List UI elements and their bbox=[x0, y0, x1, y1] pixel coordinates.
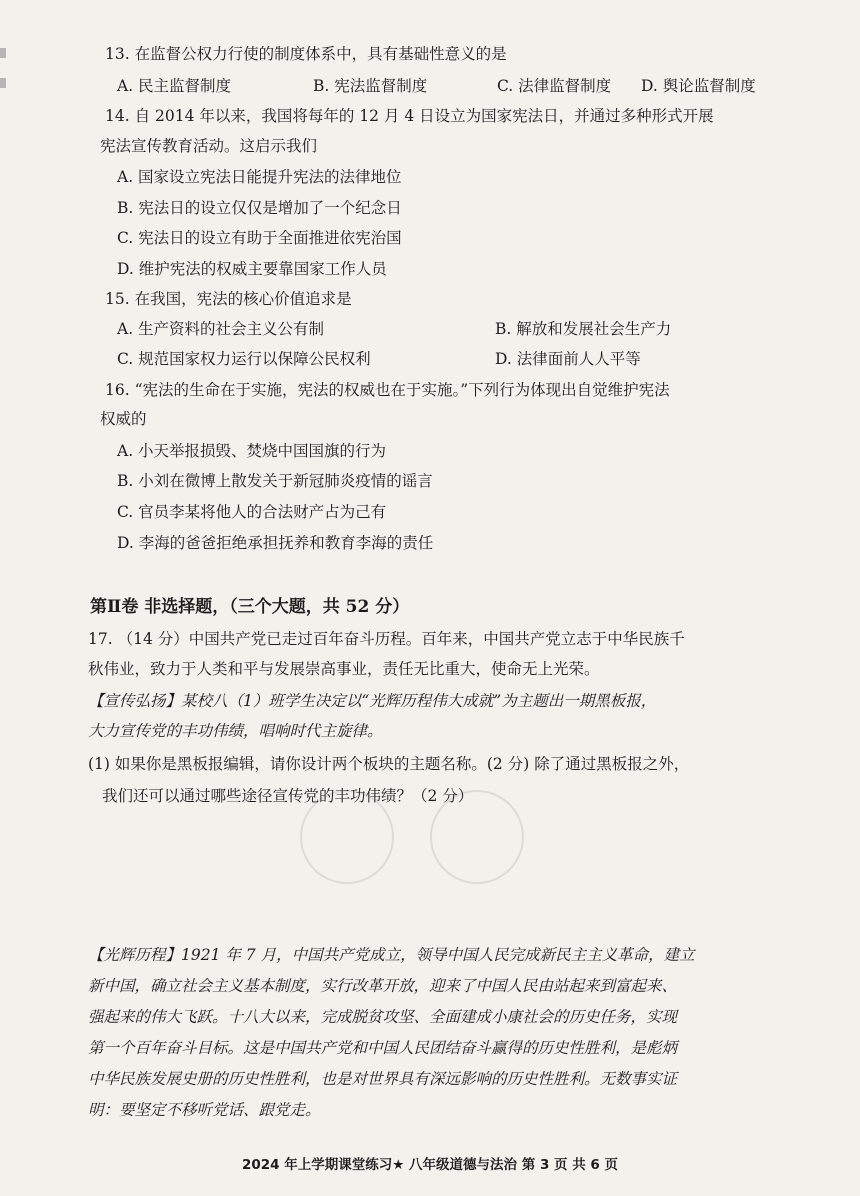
binding-mark bbox=[0, 48, 6, 58]
history-line-4: 第一个百年奋斗目标。这是中国共产党和中国人民团结奋斗赢得的历史性胜利，是彪炳 bbox=[88, 1039, 678, 1057]
q16-stem-line1: 16. “宪法的生命在于实施，宪法的权威也在于实施。”下列行为体现出自觉维护宪法 bbox=[105, 381, 670, 399]
q13-stem: 13. 在监督公权力行使的制度体系中，具有基础性意义的是 bbox=[105, 45, 507, 63]
history-line-6: 明：要坚定不移听党话、跟党走。 bbox=[88, 1101, 321, 1119]
history-line-2: 新中国，确立社会主义基本制度，实行改革开放，迎来了中国人民由站起来到富起来、 bbox=[88, 977, 678, 995]
q17-promo-line2: 大力宣传党的丰功伟绩，唱响时代主旋律。 bbox=[88, 722, 383, 740]
q14-stem-line1: 14. 自 2014 年以来，我国将每年的 12 月 4 日设立为国家宪法日，并通过多种形式开展 bbox=[105, 107, 714, 125]
q17-intro-line2: 秋伟业，致力于人类和平与发展崇高事业，责任无比重大，使命无上光荣。 bbox=[88, 660, 600, 678]
q16-option-c: C. 官员李某将他人的合法财产占为己有 bbox=[117, 503, 387, 521]
q13-option-c: C. 法律监督制度 bbox=[497, 77, 612, 95]
history-line-5: 中华民族发展史册的历史性胜利，也是对世界具有深远影响的历史性胜利。无数事实证 bbox=[88, 1070, 678, 1088]
q17-promo-line1: 【宣传弘扬】某校八（1）班学生决定以“光辉历程伟大成就”为主题出一期黑板报， bbox=[88, 692, 657, 710]
q13-option-a: A. 民主监督制度 bbox=[117, 77, 232, 95]
q16-option-a: A. 小天举报损毁、焚烧中国国旗的行为 bbox=[117, 442, 387, 460]
q13-option-b: B. 宪法监督制度 bbox=[313, 77, 428, 95]
q13-option-d: D. 舆论监督制度 bbox=[641, 77, 756, 95]
q17-sub1-line2: 我们还可以通过哪些途径宣传党的丰功伟绩？（2 分） bbox=[102, 787, 474, 805]
q17-intro-line1: 17. （14 分）中国共产党已走过百年奋斗历程。百年来，中国共产党立志于中华民族千 bbox=[88, 630, 685, 648]
page-footer: 2024 年上学期课堂练习★ 八年级道德与法治 第 3 页 共 6 页 bbox=[241, 1157, 619, 1173]
q15-option-c: C. 规范国家权力运行以保障公民权利 bbox=[117, 350, 371, 368]
history-line-3: 强起来的伟大飞跃。十八大以来，完成脱贫攻坚、全面建成小康社会的历史任务，实现 bbox=[88, 1008, 678, 1026]
q15-option-b: B. 解放和发展社会生产力 bbox=[495, 320, 672, 338]
section-2-heading: 第Ⅱ卷 非选择题，（三个大题，共 52 分） bbox=[90, 597, 410, 617]
q14-option-c: C. 宪法日的设立有助于全面推进依宪治国 bbox=[117, 229, 402, 247]
q14-option-b: B. 宪法日的设立仅仅是增加了一个纪念日 bbox=[117, 199, 402, 217]
q15-stem: 15. 在我国，宪法的核心价值追求是 bbox=[105, 290, 352, 308]
q15-option-a: A. 生产资料的社会主义公有制 bbox=[117, 320, 325, 338]
q14-option-a: A. 国家设立宪法日能提升宪法的法律地位 bbox=[117, 168, 402, 186]
q14-option-d: D. 维护宪法的权威主要靠国家工作人员 bbox=[117, 260, 387, 278]
history-line-1: 【光辉历程】1921 年 7 月，中国共产党成立，领导中国人民完成新民主主义革命，建立 bbox=[88, 946, 695, 964]
q15-option-d: D. 法律面前人人平等 bbox=[495, 350, 641, 368]
binding-mark bbox=[0, 78, 6, 88]
q16-option-b: B. 小刘在微博上散发关于新冠肺炎疫情的谣言 bbox=[117, 472, 433, 490]
q17-sub1-line1: (1) 如果你是黑板报编辑，请你设计两个板块的主题名称。(2 分) 除了通过黑板报之外， bbox=[88, 755, 690, 773]
q14-stem-line2: 宪法宣传教育活动。这启示我们 bbox=[100, 137, 318, 155]
q16-option-d: D. 李海的爸爸拒绝承担抚养和教育李海的责任 bbox=[117, 534, 434, 552]
q16-stem-line2: 权威的 bbox=[100, 410, 147, 428]
